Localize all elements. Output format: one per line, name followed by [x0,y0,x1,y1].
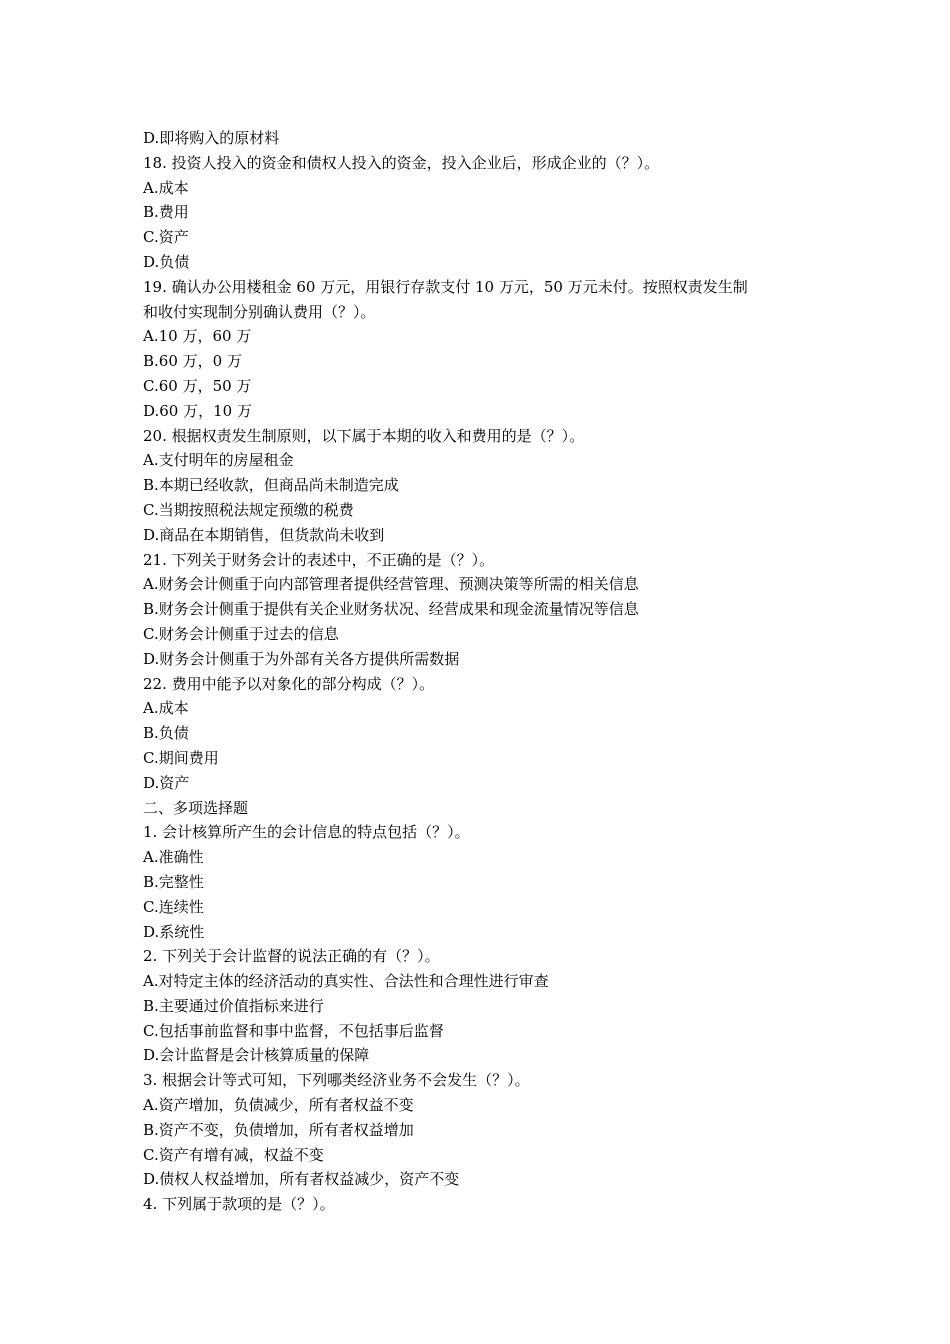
text-line: B.主要通过价值指标来进行 [143,996,324,1015]
text-line: B.60 万，0 万 [143,352,242,371]
text-line: D.财务会计侧重于为外部有关各方提供所需数据 [143,649,460,668]
text-line: A.资产增加，负债减少，所有者权益不变 [143,1096,414,1115]
text-line: B.本期已经收款，但商品尚未制造完成 [143,476,399,495]
text-line: 19. 确认办公用楼租金 60 万元，用银行存款支付 10 万元，50 万元未付。按照权责发生制 [143,277,748,296]
text-line: 1. 会计核算所产生的会计信息的特点包括（？）。 [143,823,470,842]
text-line: 22. 费用中能予以对象化的部分构成（？）。 [143,674,435,693]
text-line: A.成本 [143,699,189,718]
text-line: A.成本 [143,178,189,197]
text-line: B.负债 [143,724,189,743]
text-line: B.费用 [143,203,189,222]
text-line: C.资产有增有减，权益不变 [143,1145,324,1164]
text-line: D.60 万，10 万 [143,401,252,420]
text-line: 3. 根据会计等式可知，下列哪类经济业务不会发生（？）。 [143,1071,530,1090]
text-line: B.财务会计侧重于提供有关企业财务状况、经营成果和现金流量情况等信息 [143,600,639,619]
text-line: 18. 投资人投入的资金和债权人投入的资金，投入企业后，形成企业的（？）。 [143,153,660,172]
text-line: C.资产 [143,228,189,247]
text-line: B.完整性 [143,872,204,891]
text-line: D.即将购入的原材料 [143,129,280,147]
text-line: D.债权人权益增加，所有者权益减少，资产不变 [143,1170,460,1189]
text-line: D.会计监督是会计核算质量的保障 [143,1046,370,1065]
text-line: A.支付明年的房屋租金 [143,451,294,470]
text-line: 二、多项选择题 [143,798,249,817]
text-line: 和收付实现制分别确认费用（？）。 [143,302,376,321]
text-line: D.商品在本期销售，但货款尚未收到 [143,525,385,544]
text-line: 4. 下列属于款项的是（？）。 [143,1195,335,1214]
text-line: A.对特定主体的经济活动的真实性、合法性和合理性进行审查 [143,972,549,991]
text-line: B.资产不变，负债增加，所有者权益增加 [143,1120,414,1139]
text-line: A.财务会计侧重于向内部管理者提供经营管理、预测决策等所需的相关信息 [143,575,639,594]
text-line: C.财务会计侧重于过去的信息 [143,624,339,643]
text-line: C.当期按照税法规定预缴的税费 [143,500,354,519]
text-line: D.系统性 [143,922,205,941]
text-line: 2. 下列关于会计监督的说法正确的有（？）。 [143,947,440,966]
text-line: 21. 下列关于财务会计的表述中，不正确的是（？）。 [143,550,495,569]
text-line: C.60 万，50 万 [143,376,252,395]
text-line: 20. 根据权责发生制原则，以下属于本期的收入和费用的是（？）。 [143,426,585,445]
text-line: C.包括事前监督和事中监督，不包括事后监督 [143,1021,444,1040]
text-line: C.连续性 [143,897,204,916]
text-line: D.资产 [143,773,190,792]
text-line: A.准确性 [143,848,204,867]
text-line: A.10 万，60 万 [143,327,252,346]
text-line: C.期间费用 [143,748,219,767]
text-line: D.负债 [143,252,190,271]
document-text [143,126,833,1217]
